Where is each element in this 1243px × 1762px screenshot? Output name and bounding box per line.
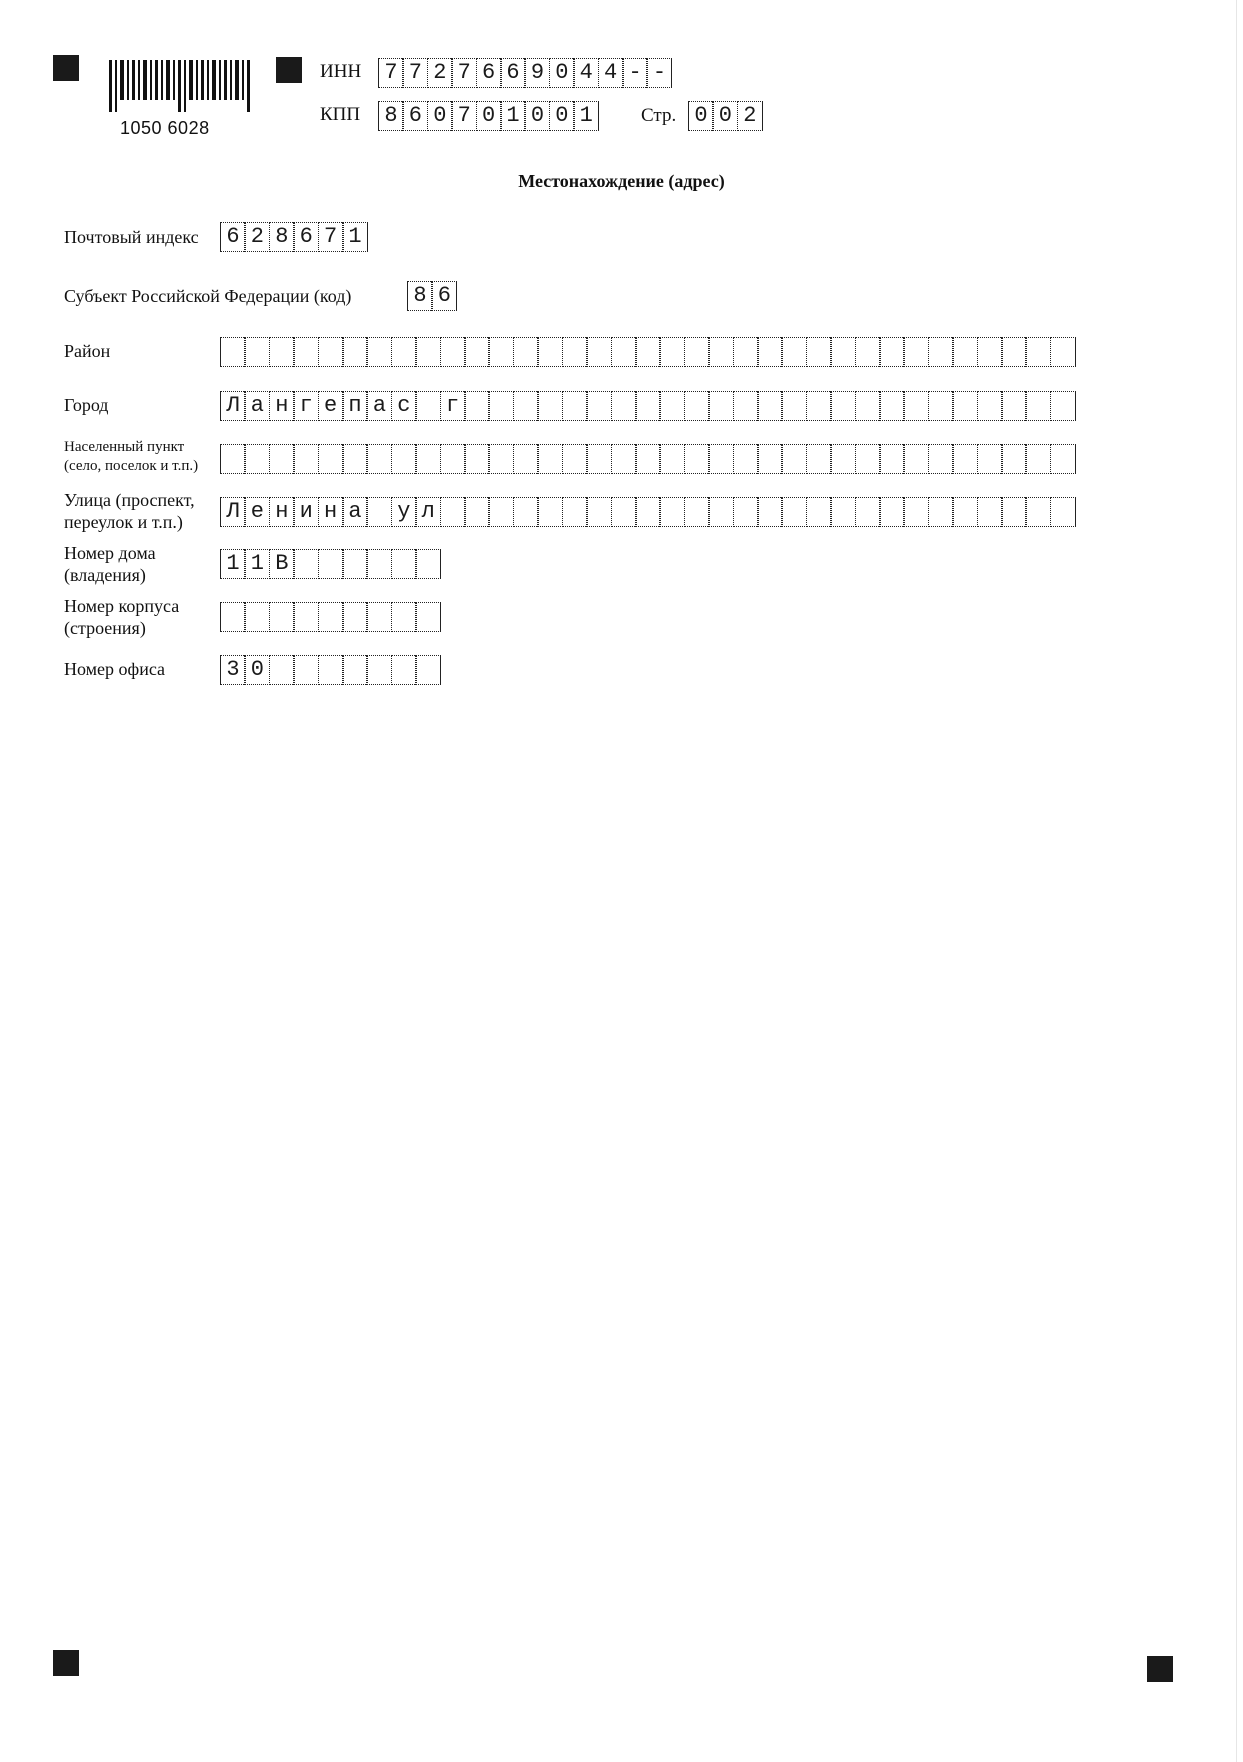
input-cell[interactable]: 1: [220, 549, 246, 579]
building-label-line1: Номер корпуса: [64, 596, 180, 616]
input-cell[interactable]: [830, 337, 856, 367]
input-cell[interactable]: [269, 655, 295, 685]
input-cell[interactable]: г: [293, 391, 319, 421]
input-cell[interactable]: [635, 444, 661, 474]
input-cell[interactable]: 0: [549, 58, 575, 88]
input-cell[interactable]: 6: [402, 101, 428, 131]
input-cell[interactable]: 6: [293, 222, 319, 252]
input-cell[interactable]: [513, 497, 539, 527]
input-cell[interactable]: л: [415, 497, 441, 527]
input-cell[interactable]: [586, 391, 612, 421]
input-cell[interactable]: [733, 391, 759, 421]
barcode: [109, 60, 253, 112]
input-cell[interactable]: [488, 391, 514, 421]
input-cell[interactable]: [318, 337, 344, 367]
input-cell[interactable]: [464, 391, 490, 421]
input-cell[interactable]: е: [244, 497, 270, 527]
page-edge-line: [1236, 0, 1237, 1762]
house-label-line2: (владения): [64, 565, 146, 585]
input-cell[interactable]: [879, 337, 905, 367]
input-cell[interactable]: [903, 444, 929, 474]
input-cell[interactable]: [513, 444, 539, 474]
input-cell[interactable]: [928, 497, 954, 527]
input-cell[interactable]: 3: [220, 655, 246, 685]
house-label: [64, 542, 156, 586]
input-cell[interactable]: [269, 337, 295, 367]
input-cell[interactable]: 1: [573, 101, 599, 131]
input-cell[interactable]: [977, 337, 1003, 367]
corner-marker-top-left: [53, 55, 79, 81]
input-cell[interactable]: 9: [524, 58, 550, 88]
input-cell[interactable]: [879, 444, 905, 474]
input-cell[interactable]: [244, 602, 270, 632]
input-cell[interactable]: 7: [318, 222, 344, 252]
input-cell[interactable]: [903, 391, 929, 421]
input-cell[interactable]: [952, 497, 978, 527]
input-cell[interactable]: [415, 602, 441, 632]
input-cell[interactable]: [318, 444, 344, 474]
input-cell[interactable]: 7: [451, 58, 477, 88]
input-cell[interactable]: [952, 444, 978, 474]
input-cell[interactable]: [391, 444, 417, 474]
input-cell[interactable]: [611, 391, 637, 421]
input-cell[interactable]: [903, 497, 929, 527]
input-cell[interactable]: 7: [378, 58, 404, 88]
input-cell[interactable]: [977, 391, 1003, 421]
street-label: [64, 489, 195, 533]
input-cell[interactable]: и: [293, 497, 319, 527]
input-cell[interactable]: [415, 337, 441, 367]
input-cell[interactable]: [293, 602, 319, 632]
input-cell[interactable]: [1050, 444, 1076, 474]
input-cell[interactable]: [757, 497, 783, 527]
input-cell[interactable]: 6: [220, 222, 246, 252]
input-cell[interactable]: [244, 444, 270, 474]
region-label: Субъект Российской Федерации (код): [64, 286, 352, 306]
input-cell[interactable]: [757, 337, 783, 367]
input-cell[interactable]: а: [366, 391, 392, 421]
inn-label: ИНН: [320, 61, 362, 82]
input-cell[interactable]: 1: [244, 549, 270, 579]
corner-marker-top-center: [276, 57, 302, 83]
input-cell[interactable]: [611, 337, 637, 367]
input-cell[interactable]: Л: [220, 391, 246, 421]
street-label-line2: переулок и т.п.): [64, 512, 183, 532]
input-cell[interactable]: [928, 391, 954, 421]
input-cell[interactable]: [757, 444, 783, 474]
input-cell[interactable]: [342, 655, 368, 685]
input-cell[interactable]: [440, 497, 466, 527]
input-cell[interactable]: [781, 391, 807, 421]
input-cell[interactable]: [659, 391, 685, 421]
input-cell[interactable]: [684, 444, 710, 474]
input-cell[interactable]: -: [646, 58, 672, 88]
input-cell[interactable]: [684, 391, 710, 421]
input-cell[interactable]: [537, 444, 563, 474]
input-cell[interactable]: 7: [402, 58, 428, 88]
input-cell[interactable]: 0: [549, 101, 575, 131]
input-cell[interactable]: [415, 549, 441, 579]
input-cell[interactable]: [220, 602, 246, 632]
input-cell[interactable]: [684, 497, 710, 527]
input-cell[interactable]: 4: [598, 58, 624, 88]
input-cell[interactable]: н: [269, 391, 295, 421]
input-cell[interactable]: [562, 391, 588, 421]
input-cell[interactable]: [488, 337, 514, 367]
input-cell[interactable]: [1025, 337, 1051, 367]
input-cell[interactable]: [537, 337, 563, 367]
corner-marker-bottom-right: [1147, 1656, 1173, 1682]
input-cell[interactable]: [659, 337, 685, 367]
input-cell[interactable]: [733, 497, 759, 527]
input-cell[interactable]: [928, 444, 954, 474]
postal-index-label: Почтовый индекс: [64, 227, 199, 247]
input-cell[interactable]: [293, 549, 319, 579]
input-cell[interactable]: [806, 391, 832, 421]
input-cell[interactable]: [220, 337, 246, 367]
input-cell[interactable]: [464, 497, 490, 527]
region-code-cells[interactable]: [407, 281, 456, 311]
district-cells[interactable]: [220, 337, 1074, 367]
input-cell[interactable]: [513, 391, 539, 421]
input-cell[interactable]: [366, 337, 392, 367]
input-cell[interactable]: [830, 391, 856, 421]
input-cell[interactable]: [855, 444, 881, 474]
input-cell[interactable]: [342, 549, 368, 579]
street-cells[interactable]: [220, 497, 1074, 527]
input-cell[interactable]: [415, 444, 441, 474]
input-cell[interactable]: 0: [524, 101, 550, 131]
input-cell[interactable]: [488, 497, 514, 527]
input-cell[interactable]: [733, 337, 759, 367]
page-title: Местонахождение (адрес): [518, 171, 725, 191]
house-number-cells[interactable]: [220, 549, 440, 579]
input-cell[interactable]: [1001, 391, 1027, 421]
input-cell[interactable]: [903, 337, 929, 367]
input-cell[interactable]: п: [342, 391, 368, 421]
input-cell[interactable]: 6: [500, 58, 526, 88]
input-cell[interactable]: [537, 497, 563, 527]
input-cell[interactable]: [464, 337, 490, 367]
house-label-line1: Номер дома: [64, 543, 156, 563]
page-label: Стр.: [641, 105, 677, 126]
input-cell[interactable]: [928, 337, 954, 367]
building-label-line2: (строения): [64, 618, 146, 638]
input-cell[interactable]: [293, 655, 319, 685]
input-cell[interactable]: 8: [378, 101, 404, 131]
input-cell[interactable]: а: [342, 497, 368, 527]
input-cell[interactable]: [1001, 497, 1027, 527]
input-cell[interactable]: [635, 497, 661, 527]
input-cell[interactable]: н: [318, 497, 344, 527]
input-cell[interactable]: [415, 655, 441, 685]
input-cell[interactable]: 7: [451, 101, 477, 131]
input-cell[interactable]: [855, 391, 881, 421]
input-cell[interactable]: [220, 444, 246, 474]
input-cell[interactable]: [562, 497, 588, 527]
input-cell[interactable]: [708, 391, 734, 421]
input-cell[interactable]: [977, 497, 1003, 527]
input-cell[interactable]: [366, 497, 392, 527]
page-number-cells[interactable]: [688, 101, 761, 131]
inn-cells[interactable]: [378, 58, 671, 88]
input-cell[interactable]: [781, 337, 807, 367]
input-cell[interactable]: [1001, 444, 1027, 474]
input-cell[interactable]: [952, 337, 978, 367]
input-cell[interactable]: 0: [244, 655, 270, 685]
input-cell[interactable]: [1025, 497, 1051, 527]
input-cell[interactable]: [342, 444, 368, 474]
input-cell[interactable]: [269, 444, 295, 474]
street-label-line1: Улица (проспект,: [64, 490, 195, 510]
input-cell[interactable]: 6: [431, 281, 457, 311]
input-cell[interactable]: [293, 337, 319, 367]
input-cell[interactable]: [830, 497, 856, 527]
kpp-label: КПП: [320, 104, 361, 125]
input-cell[interactable]: [318, 655, 344, 685]
input-cell[interactable]: [537, 391, 563, 421]
input-cell[interactable]: [708, 337, 734, 367]
input-cell[interactable]: [366, 444, 392, 474]
input-cell[interactable]: В: [269, 549, 295, 579]
input-cell[interactable]: 0: [712, 101, 738, 131]
input-cell[interactable]: [342, 602, 368, 632]
input-cell[interactable]: [806, 497, 832, 527]
postal-index-cells[interactable]: [220, 222, 366, 252]
input-cell[interactable]: [659, 444, 685, 474]
input-cell[interactable]: [244, 337, 270, 367]
input-cell[interactable]: 8: [407, 281, 433, 311]
input-cell[interactable]: [415, 391, 441, 421]
input-cell[interactable]: [1050, 337, 1076, 367]
input-cell[interactable]: [781, 497, 807, 527]
input-cell[interactable]: 0: [688, 101, 714, 131]
input-cell[interactable]: Л: [220, 497, 246, 527]
input-cell[interactable]: г: [440, 391, 466, 421]
input-cell[interactable]: [342, 337, 368, 367]
input-cell[interactable]: [733, 444, 759, 474]
input-cell[interactable]: [562, 444, 588, 474]
input-cell[interactable]: у: [391, 497, 417, 527]
city-cells[interactable]: [220, 391, 1074, 421]
locality-cells[interactable]: [220, 444, 1074, 474]
locality-label-line1: Населенный пункт: [64, 439, 185, 455]
input-cell[interactable]: [440, 337, 466, 367]
input-cell[interactable]: [318, 549, 344, 579]
input-cell[interactable]: [806, 337, 832, 367]
input-cell[interactable]: [269, 602, 295, 632]
input-cell[interactable]: [586, 444, 612, 474]
input-cell[interactable]: [464, 444, 490, 474]
building-label: [64, 595, 179, 639]
input-cell[interactable]: 6: [476, 58, 502, 88]
input-cell[interactable]: [586, 337, 612, 367]
input-cell[interactable]: с: [391, 391, 417, 421]
input-cell[interactable]: [952, 391, 978, 421]
input-cell[interactable]: [855, 337, 881, 367]
district-label: Район: [64, 341, 111, 361]
input-cell[interactable]: [366, 655, 392, 685]
input-cell[interactable]: [659, 497, 685, 527]
input-cell[interactable]: 4: [573, 58, 599, 88]
input-cell[interactable]: [1025, 444, 1051, 474]
input-cell[interactable]: [708, 444, 734, 474]
barcode-number: 1050 6028: [120, 118, 210, 138]
input-cell[interactable]: [440, 444, 466, 474]
input-cell[interactable]: [757, 391, 783, 421]
office-number-cells[interactable]: [220, 655, 440, 685]
input-cell[interactable]: [586, 497, 612, 527]
input-cell[interactable]: 2: [244, 222, 270, 252]
input-cell[interactable]: [1025, 391, 1051, 421]
input-cell[interactable]: 2: [737, 101, 763, 131]
input-cell[interactable]: 1: [342, 222, 368, 252]
input-cell[interactable]: [855, 497, 881, 527]
input-cell[interactable]: 1: [500, 101, 526, 131]
office-label: Номер офиса: [64, 659, 166, 679]
input-cell[interactable]: [781, 444, 807, 474]
city-label: Город: [64, 395, 109, 415]
input-cell[interactable]: [562, 337, 588, 367]
input-cell[interactable]: [391, 602, 417, 632]
input-cell[interactable]: [635, 337, 661, 367]
input-cell[interactable]: [611, 497, 637, 527]
input-cell[interactable]: -: [622, 58, 648, 88]
input-cell[interactable]: [708, 497, 734, 527]
input-cell[interactable]: 0: [427, 101, 453, 131]
input-cell[interactable]: 2: [427, 58, 453, 88]
input-cell[interactable]: 0: [476, 101, 502, 131]
input-cell[interactable]: е: [318, 391, 344, 421]
input-cell[interactable]: [879, 391, 905, 421]
input-cell[interactable]: [391, 549, 417, 579]
input-cell[interactable]: [830, 444, 856, 474]
locality-label-line2: (село, поселок и т.п.): [64, 458, 199, 474]
corner-marker-bottom-left: [53, 1650, 79, 1676]
input-cell[interactable]: [366, 602, 392, 632]
input-cell[interactable]: [635, 391, 661, 421]
input-cell[interactable]: [366, 549, 392, 579]
kpp-cells[interactable]: [378, 101, 598, 131]
input-cell[interactable]: [684, 337, 710, 367]
input-cell[interactable]: [1050, 497, 1076, 527]
input-cell[interactable]: [318, 602, 344, 632]
input-cell[interactable]: [977, 444, 1003, 474]
input-cell[interactable]: [1050, 391, 1076, 421]
input-cell[interactable]: [611, 444, 637, 474]
input-cell[interactable]: [488, 444, 514, 474]
input-cell[interactable]: [391, 337, 417, 367]
input-cell[interactable]: [879, 497, 905, 527]
locality-label: [64, 438, 198, 476]
input-cell[interactable]: н: [269, 497, 295, 527]
input-cell[interactable]: [806, 444, 832, 474]
input-cell[interactable]: [293, 444, 319, 474]
input-cell[interactable]: [391, 655, 417, 685]
input-cell[interactable]: 8: [269, 222, 295, 252]
input-cell[interactable]: [1001, 337, 1027, 367]
building-number-cells[interactable]: [220, 602, 440, 632]
input-cell[interactable]: а: [244, 391, 270, 421]
input-cell[interactable]: [513, 337, 539, 367]
